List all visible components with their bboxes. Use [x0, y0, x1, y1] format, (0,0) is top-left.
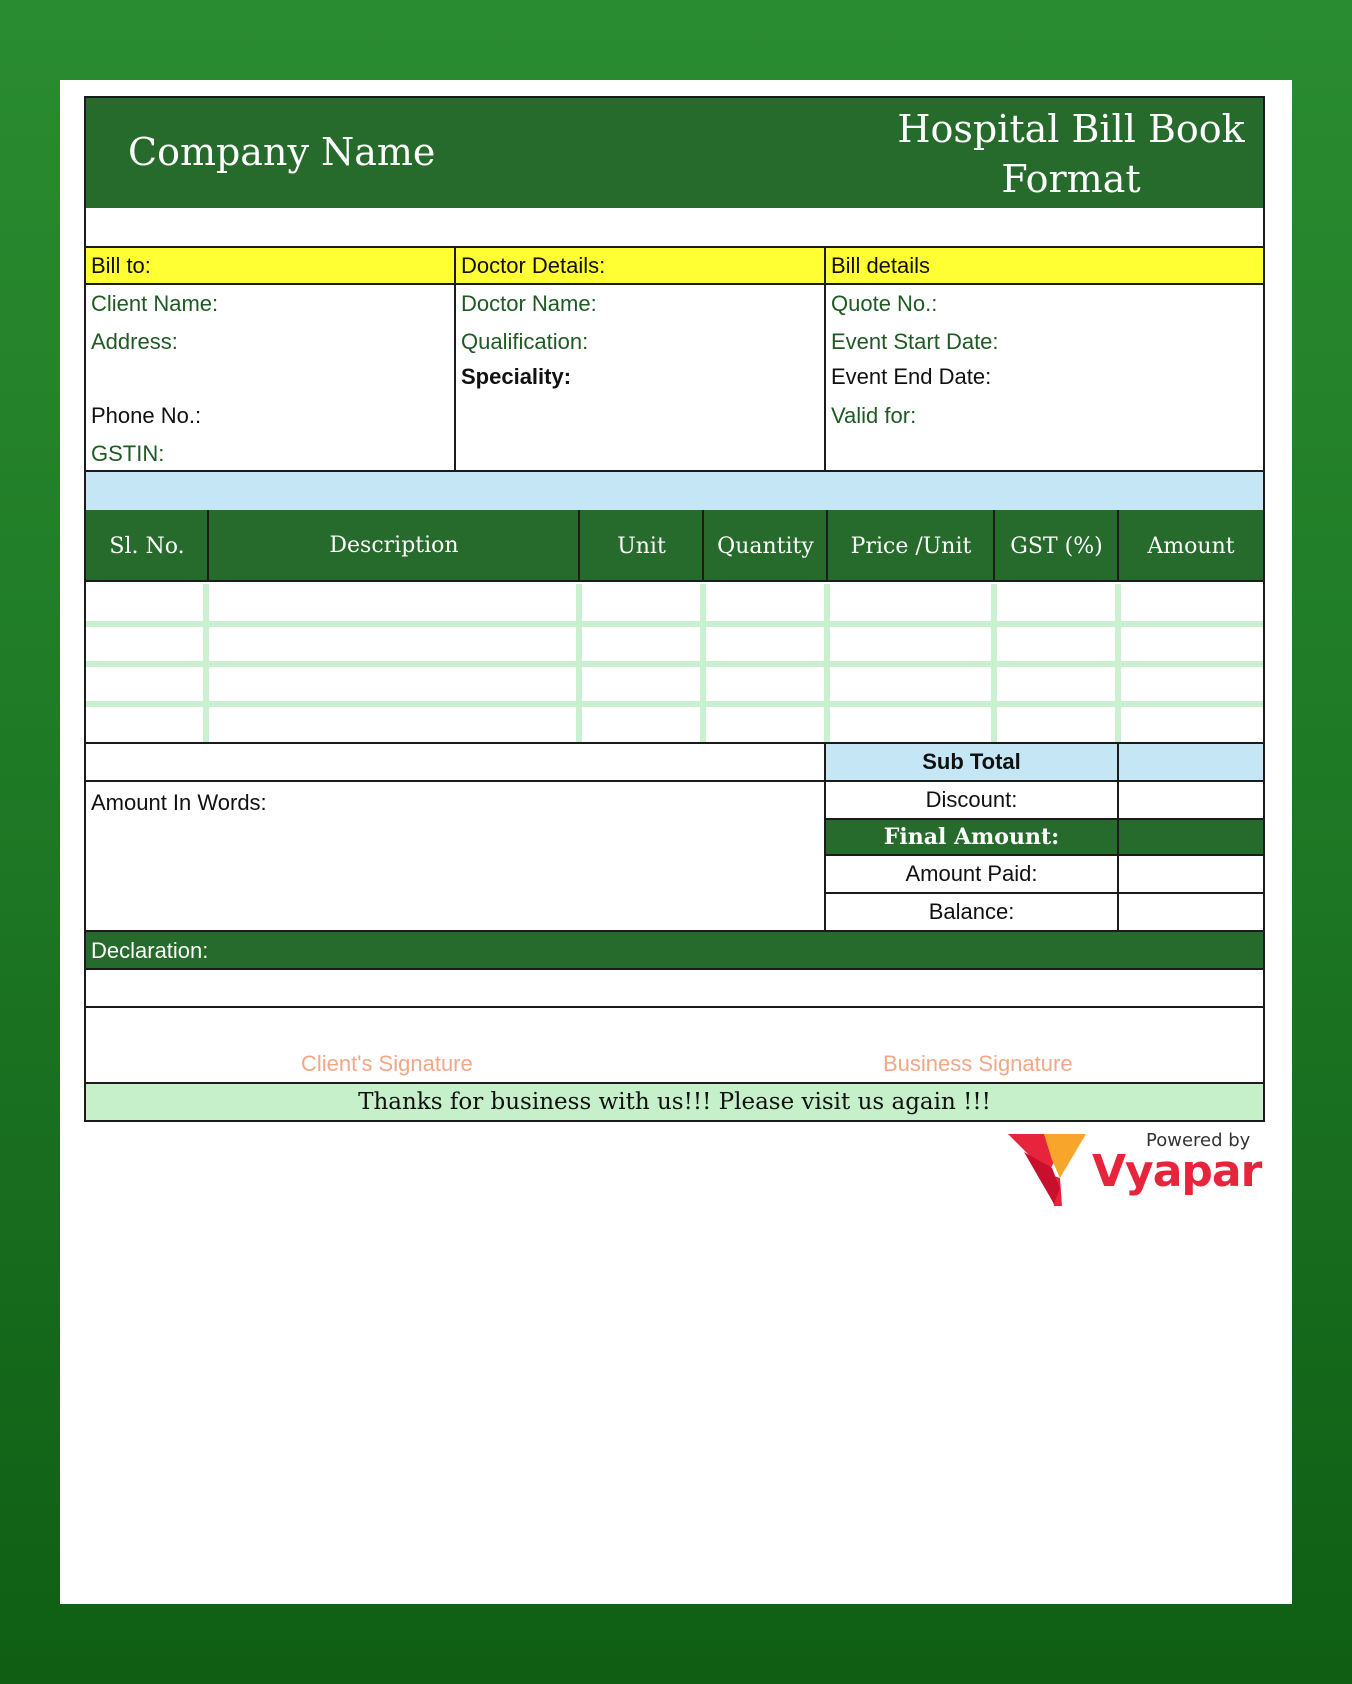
declaration-label: Declaration:	[91, 938, 209, 963]
amount-in-words-label: Amount In Words:	[91, 790, 267, 815]
table-row[interactable]	[86, 704, 1263, 742]
balance-label: Balance:	[928, 899, 1015, 924]
client-name-label: Client Name:	[91, 291, 219, 316]
speciality-label: Speciality:	[461, 364, 572, 389]
col-sl-no: Sl. No.	[109, 533, 185, 559]
doctor-name-label: Doctor Name:	[461, 291, 597, 316]
col-quantity: Quantity	[717, 533, 814, 559]
col-gst: GST (%)	[1010, 533, 1103, 559]
spacer-band	[86, 472, 1263, 510]
powered-by-text: Powered by	[1146, 1130, 1251, 1151]
event-end-label: Event End Date:	[831, 364, 992, 389]
phone-label: Phone No.:	[91, 403, 202, 428]
bill-sheet	[84, 96, 1265, 1122]
final-amount-label: Final Amount:	[883, 824, 1060, 850]
amount-paid-label: Amount Paid:	[905, 861, 1038, 886]
table-row[interactable]	[86, 664, 1263, 702]
vyapar-logo	[1004, 1128, 1268, 1208]
address-label: Address:	[91, 329, 178, 354]
bill-details-heading: Bill details	[831, 253, 931, 278]
doctor-details-heading: Doctor Details:	[461, 253, 606, 278]
company-name: Company Name	[128, 130, 436, 174]
bill-to-heading: Bill to:	[91, 253, 151, 278]
qualification-label: Qualification:	[461, 329, 589, 354]
vyapar-logo-icon	[1004, 1128, 1094, 1208]
declaration-band	[86, 932, 1263, 968]
client-signature-label: Client's Signature	[301, 1051, 473, 1076]
title-line-2: Format	[1001, 157, 1141, 201]
col-price-unit: Price /Unit	[850, 533, 972, 559]
sub-total-label: Sub Total	[922, 749, 1021, 774]
business-signature-label: Business Signature	[883, 1051, 1073, 1076]
col-unit: Unit	[617, 533, 666, 559]
footer-message: Thanks for business with us!!! Please visit us again !!!	[86, 1084, 1263, 1120]
table-row[interactable]	[86, 584, 1263, 622]
document-title	[876, 104, 1266, 204]
header-band	[86, 98, 1263, 208]
section-heading-row	[86, 248, 1263, 284]
event-start-label: Event Start Date:	[831, 329, 999, 354]
discount-label: Discount:	[925, 787, 1018, 812]
vyapar-brand-text: Vyapar	[1092, 1146, 1262, 1197]
quote-no-label: Quote No.:	[831, 291, 938, 316]
table-row[interactable]	[86, 624, 1263, 662]
col-amount: Amount	[1147, 533, 1235, 559]
col-description: Description	[329, 532, 459, 558]
gstin-label: GSTIN:	[91, 441, 165, 466]
title-line-1: Hospital Bill Book	[897, 107, 1245, 151]
valid-for-label: Valid for:	[831, 403, 917, 428]
